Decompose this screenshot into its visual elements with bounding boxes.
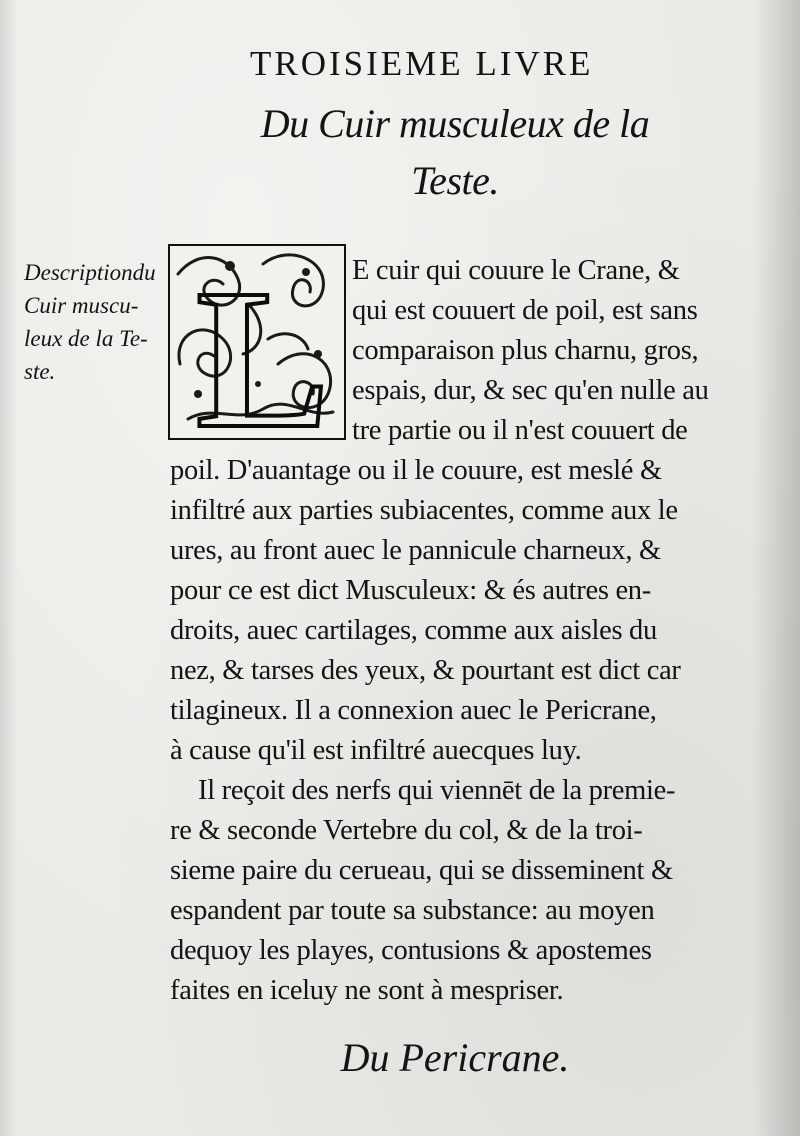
text-line: à cause qu'il est infiltré auecques luy. — [170, 735, 582, 766]
chapter-title-line-2: Teste. — [411, 158, 499, 203]
marginal-note-line: leux de la Te- — [24, 326, 148, 351]
text-line: comparaison plus charnu, gros, — [352, 335, 699, 366]
text-line: E cuir qui couure le Crane, & — [352, 255, 680, 286]
text-line: espandent par toute sa substance: au moyen — [170, 895, 655, 926]
text-line: poil. D'auantage ou il le couure, est meslé & — [170, 455, 662, 486]
marginal-note-line: ste. — [24, 359, 56, 384]
text-line: ures, au front auec le pannicule charneux, & — [170, 535, 661, 566]
text-line: droits, auec cartilages, comme aux aisles du — [170, 615, 657, 646]
text-line: nez, & tarses des yeux, & pourtant est dict car — [170, 655, 681, 686]
marginal-note — [24, 256, 174, 388]
text-line: dequoy les playes, contusions & apostemes — [170, 935, 652, 966]
chapter-title-line-1: Du Cuir musculeux de la — [260, 101, 650, 146]
text-line: Il reçoit des nerfs qui viennēt de la premie- — [198, 775, 676, 806]
text-line: sieme paire du cerueau, qui se disseminent & — [170, 855, 673, 886]
text-line: pour ce est dict Musculeux: & és autres en- — [170, 575, 651, 606]
text-line: qui est couuert de poil, est sans — [352, 295, 698, 326]
text-line: tre partie ou il n'est couuert de — [352, 415, 688, 446]
text-line: espais, dur, & sec qu'en nulle au — [352, 375, 709, 406]
text-line: re & seconde Vertebre du col, & de la troi- — [170, 815, 643, 846]
gutter-shadow — [752, 0, 800, 1136]
text-line: infiltré aux parties subiacentes, comme aux le — [170, 495, 678, 526]
section-title: Du Pericrane. — [340, 1035, 570, 1080]
page-edge-shadow — [0, 0, 18, 1136]
decorated-initial-L — [168, 244, 346, 440]
running-head: TROISIEME LIVRE — [250, 44, 594, 83]
text-line: faites en iceluy ne sont à mespriser. — [170, 975, 564, 1006]
drop-cap-letter: L — [196, 249, 330, 440]
marginal-note-line: Cuir muscu- — [24, 293, 139, 318]
marginal-note-line: Descriptiondu — [24, 260, 156, 285]
text-line: tilagineux. Il a connexion auec le Pericrane, — [170, 695, 657, 726]
